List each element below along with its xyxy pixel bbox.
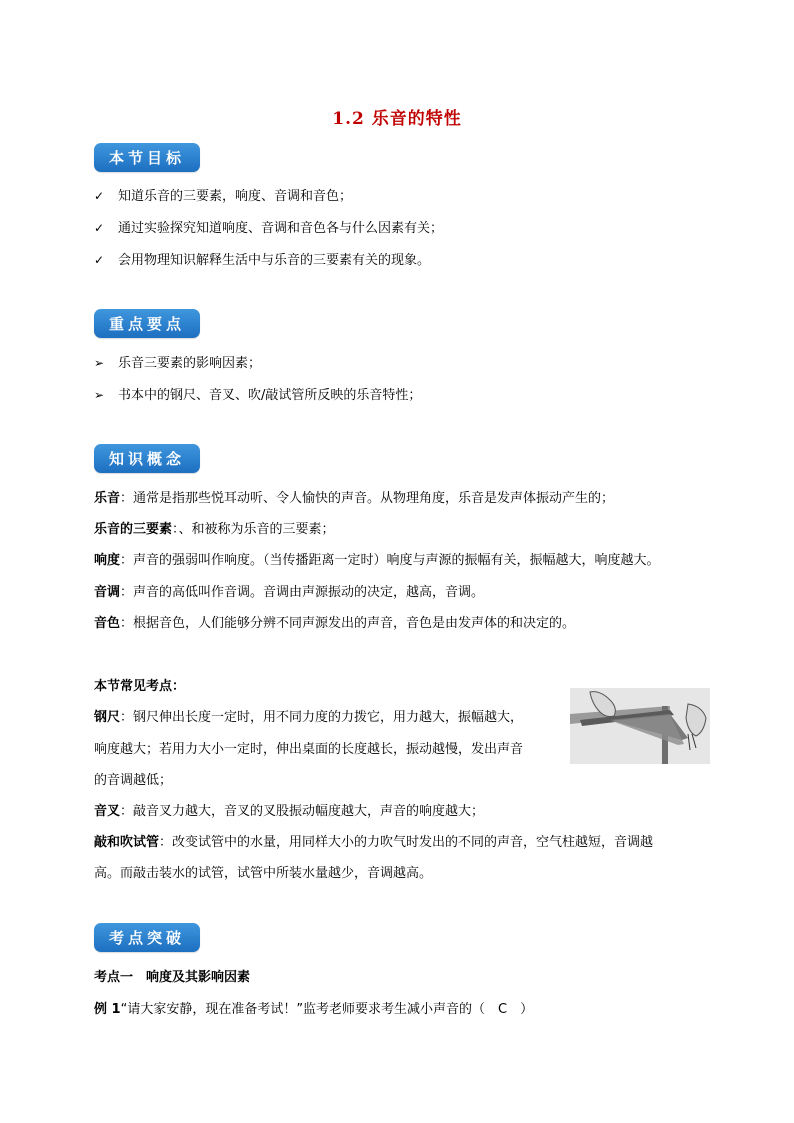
ruler-experiment-illustration (570, 688, 710, 764)
example-text: “请大家安静，现在准备考试！”监考老师要求考生减小声音的（ C ） (120, 1002, 534, 1017)
key-point-item (94, 352, 261, 371)
concept-text: ：通常是指那些悦耳动听、令人愉快的声音。从物理角度，乐音是发声体振动产生的； (120, 491, 615, 506)
tube-text: ：改变试管中的水量，用同样大小的力吹气时发出的不同的声音，空气柱越短，音调越 (159, 835, 654, 850)
check-icon: ✓ (94, 221, 105, 235)
concept-term: 响度 (94, 553, 121, 568)
concept-text: ：声音的强弱叫作响度。（当传播距离一定时）响度与声源的振幅有关，振幅越大，响度越大。 (120, 553, 660, 568)
concept-term: 音调 (94, 585, 121, 600)
concept-line (94, 612, 575, 631)
goal-text: 知道乐音的三要素，响度、音调和音色； (118, 189, 353, 204)
concept-line (94, 518, 335, 537)
example-label: 例 1 (94, 1002, 121, 1017)
section-badge-key-points: 重点要点 (94, 309, 200, 338)
goal-text: 会用物理知识解释生活中与乐音的三要素有关的现象。 (118, 253, 431, 268)
fork-text: ：敲音叉力越大，音叉的叉股振动幅度越大，声音的响度越大； (120, 804, 485, 819)
example-question (94, 998, 533, 1017)
goal-item (94, 217, 443, 236)
fork-line (94, 800, 484, 819)
arrow-bullet-icon: ➢ (94, 388, 105, 402)
ruler-line: 的音调越低； (94, 773, 173, 788)
section-badge-concepts: 知识概念 (94, 444, 200, 473)
section-badge-goals: 本节目标 (94, 143, 200, 172)
goal-item (94, 249, 430, 268)
goal-item (94, 185, 352, 204)
tube-term: 敲和吹试管 (94, 835, 160, 850)
tube-line: 高。而敲击装水的试管，试管中所装水量越少，音调越高。 (94, 866, 433, 881)
concept-text: ：、和被称为乐音的三要素； (172, 522, 335, 537)
ruler-line (94, 706, 523, 725)
arrow-bullet-icon: ➢ (94, 356, 105, 370)
tube-line (94, 831, 653, 850)
key-point-text: 乐音三要素的影响因素； (118, 356, 262, 371)
concept-line (94, 549, 660, 568)
key-point-item (94, 384, 421, 403)
goal-text: 通过实验探究知道响度、音调和音色各与什么因素有关； (118, 221, 444, 236)
fork-term: 音叉 (94, 804, 121, 819)
ruler-term: 钢尺 (94, 710, 121, 725)
key-point-text: 书本中的钢尺、音叉、吹/敲试管所反映的乐音特性； (118, 388, 422, 403)
page-title: 1.2 乐音的特性 (332, 109, 462, 129)
concept-text: ：根据音色，人们能够分辨不同声源发出的声音，音色是由发声体的和决定的。 (120, 616, 576, 631)
concept-term: 乐音 (94, 491, 121, 506)
concept-line (94, 581, 484, 600)
ruler-text: ：钢尺伸出长度一定时，用不同力度的力拨它，用力越大，振幅越大， (120, 710, 524, 725)
ruler-experiment-drawing (570, 688, 710, 764)
concept-line (94, 487, 614, 506)
concept-term: 乐音的三要素 (94, 522, 173, 537)
ruler-line: 响度越大；若用力大小一定时，伸出桌面的长度越长，振动越慢，发出声音 (94, 742, 524, 757)
concept-term: 音色 (94, 616, 121, 631)
concept-text: ：声音的高低叫作音调。音调由声源振动的决定，越高，音调。 (120, 585, 485, 600)
check-icon: ✓ (94, 189, 105, 203)
section-badge-breakthrough: 考点突破 (94, 923, 200, 952)
common-points-heading: 本节常见考点： (94, 679, 186, 694)
exam-point-heading: 考点一 响度及其影响因素 (94, 970, 251, 985)
check-icon: ✓ (94, 253, 105, 267)
